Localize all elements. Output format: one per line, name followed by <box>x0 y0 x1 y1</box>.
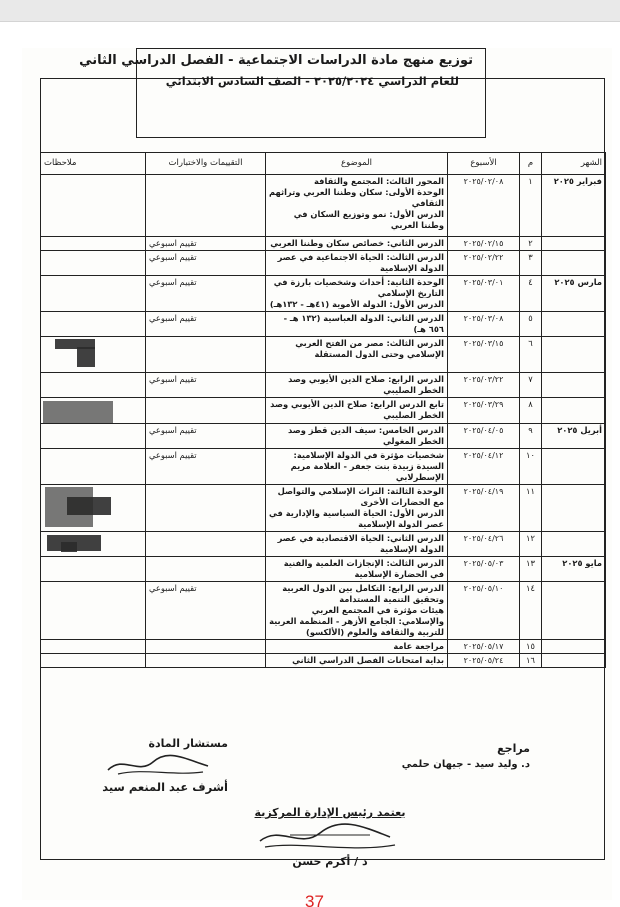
cell-topic <box>266 312 448 337</box>
cell-notes <box>41 276 146 312</box>
cell-topic <box>266 276 448 312</box>
table-row <box>41 424 606 449</box>
cell-month <box>542 582 606 640</box>
topic-line: المحور الثالث: المجتمع والثقافة <box>314 176 444 186</box>
header-week: الأسبوع <box>448 153 520 175</box>
cell-month: أبريل ٢٠٢٥ <box>542 424 606 449</box>
cell-num: ٢ <box>520 237 542 251</box>
cell-topic <box>266 337 448 373</box>
cell-num: ١٢ <box>520 532 542 557</box>
approval-block <box>220 806 440 868</box>
cell-num: ١٠ <box>520 449 542 485</box>
cell-month <box>542 449 606 485</box>
cell-week: ٢٠٢٥/٠٥/١٧ <box>448 640 520 654</box>
cell-notes <box>41 485 146 532</box>
redacted-mark <box>67 497 111 515</box>
cell-month <box>542 251 606 276</box>
cell-notes <box>41 424 146 449</box>
cell-topic <box>266 582 448 640</box>
topic-line: الدرس الثاني: الدولة العباسية (١٣٢ هـ - ٦٥٦ هـ) <box>283 313 444 334</box>
cell-evaluation <box>146 398 266 424</box>
cell-week: ٢٠٢٥/٠٢/٠٨ <box>448 175 520 237</box>
cell-num: ٧ <box>520 373 542 398</box>
cell-topic <box>266 557 448 582</box>
table-row <box>41 485 606 532</box>
cell-month <box>542 237 606 251</box>
cell-evaluation <box>146 640 266 654</box>
topic-line: الدرس الأول: الدولة الأموية (٤١هـ - ١٣٢هـ) <box>269 299 444 309</box>
cell-notes <box>41 373 146 398</box>
cell-topic <box>266 175 448 237</box>
cell-week: ٢٠٢٥/٠٤/١٩ <box>448 485 520 532</box>
table-row <box>41 373 606 398</box>
cell-week: ٢٠٢٥/٠٢/١٥ <box>448 237 520 251</box>
page-number: 37 <box>305 892 324 907</box>
topic-line: الوحدة الثالثة: التراث الإسلامي والتواصل مع الحضارات الأخرى <box>277 486 444 507</box>
cell-week: ٢٠٢٥/٠٥/٠٣ <box>448 557 520 582</box>
cell-num: ٤ <box>520 276 542 312</box>
cell-evaluation <box>146 557 266 582</box>
redacted-mark <box>77 347 95 367</box>
cell-notes <box>41 532 146 557</box>
cell-evaluation: تقييم اسبوعي <box>146 237 266 251</box>
cell-evaluation <box>146 337 266 373</box>
header-month: الشهر <box>542 153 606 175</box>
cell-topic <box>266 251 448 276</box>
cell-week: ٢٠٢٥/٠٤/٠٥ <box>448 424 520 449</box>
redacted-mark <box>43 401 113 423</box>
cell-notes <box>41 654 146 668</box>
topic-line: تابع الدرس الرابع: صلاح الدين الأيوبي وصد الخطر الصليبي <box>270 399 444 420</box>
cell-week: ٢٠٢٥/٠٣/١٥ <box>448 337 520 373</box>
cell-month <box>542 532 606 557</box>
cell-topic <box>266 485 448 532</box>
table-row <box>41 557 606 582</box>
cell-week: ٢٠٢٥/٠٢/٢٢ <box>448 251 520 276</box>
cell-notes <box>41 337 146 373</box>
advisor-name: أشرف عبد المنعم سيد <box>102 780 228 794</box>
cell-evaluation: تقييم اسبوعي <box>146 424 266 449</box>
cell-topic <box>266 449 448 485</box>
table-row <box>41 582 606 640</box>
cell-week: ٢٠٢٥/٠٥/٢٤ <box>448 654 520 668</box>
approval-signature <box>220 819 440 855</box>
approval-title: يعتمد رئيس الإدارة المركزية <box>254 806 406 819</box>
cell-num: ٣ <box>520 251 542 276</box>
cell-month <box>542 640 606 654</box>
redacted-mark <box>61 542 77 552</box>
cell-month <box>542 337 606 373</box>
table-row <box>41 276 606 312</box>
references-names: د. وليد سيد - جيهان حلمي <box>401 759 530 770</box>
cell-evaluation: تقييم اسبوعي <box>146 449 266 485</box>
cell-num: ٥ <box>520 312 542 337</box>
subject-advisor <box>88 737 228 794</box>
header-num: م <box>520 153 542 175</box>
cell-month: مارس ٢٠٢٥ <box>542 276 606 312</box>
cell-num: ١٦ <box>520 654 542 668</box>
topic-line: الدرس الأول: الحياة السياسية والإدارية في عصر الدولة الإسلامية <box>269 508 444 529</box>
references-title: مراجع <box>497 742 530 755</box>
topic-line: الدرس الأول: نمو وتوزيع السكان في وطننا العربي <box>293 209 444 230</box>
cell-evaluation: تقييم اسبوعي <box>146 582 266 640</box>
topic-line: شخصيات مؤثرة في الدولة الإسلامية: السيدة زبيدة بنت جعفر - العلامة مريم الإسطرلابي <box>290 450 444 482</box>
topic-line: الوحدة الأولى: سكان وطننا العربي وتراثهم الثقافي <box>268 187 444 208</box>
header-notes: ملاحظات <box>41 153 146 175</box>
topic-line: الدرس الرابع: صلاح الدين الأيوبي وصد الخطر الصليبي <box>288 374 444 395</box>
cell-num: ١١ <box>520 485 542 532</box>
cell-topic <box>266 237 448 251</box>
cell-notes <box>41 640 146 654</box>
header-topic: الموضوع <box>266 153 448 175</box>
cell-notes <box>41 398 146 424</box>
cell-notes <box>41 237 146 251</box>
cell-topic <box>266 373 448 398</box>
cell-evaluation <box>146 532 266 557</box>
cell-week: ٢٠٢٥/٠٤/١٢ <box>448 449 520 485</box>
cell-evaluation <box>146 485 266 532</box>
cell-num: ٦ <box>520 337 542 373</box>
cell-notes <box>41 312 146 337</box>
cell-evaluation: تقييم اسبوعي <box>146 251 266 276</box>
cell-evaluation <box>146 175 266 237</box>
table-header-row <box>41 153 606 175</box>
cell-week: ٢٠٢٥/٠٣/٠٨ <box>448 312 520 337</box>
table-row <box>41 237 606 251</box>
cell-week: ٢٠٢٥/٠٥/١٠ <box>448 582 520 640</box>
topic-line: الدرس الخامس: سيف الدين قطز وصد الخطر المغولي <box>287 425 444 446</box>
header-evaluation: التقييمات والاختبارات <box>146 153 266 175</box>
topic-line: بداية امتحانات الفصل الدراسي الثاني <box>292 655 444 665</box>
cell-num: ١٥ <box>520 640 542 654</box>
advisor-title: مستشار المادة <box>148 737 228 750</box>
table-row <box>41 175 606 237</box>
approval-name: د / أكرم حسن <box>292 855 368 868</box>
table-row <box>41 251 606 276</box>
topic-line: الدرس الثاني: الحياة الاقتصادية في عصر الدولة الإسلامية <box>277 533 444 554</box>
table-row <box>41 312 606 337</box>
cell-num: ٨ <box>520 398 542 424</box>
cell-week: ٢٠٢٥/٠٣/٠١ <box>448 276 520 312</box>
cell-topic <box>266 654 448 668</box>
cell-month <box>542 312 606 337</box>
document-title: توزيع منهج مادة الدراسات الاجتماعية - الفصل الدراسي الثاني <box>79 53 473 68</box>
topic-line: الوحدة الثانية: أحداث وشخصيات بارزة في التاريخ الإسلامي <box>273 277 444 298</box>
topic-line: هيئات مؤثرة في المجتمع العربي والإسلامي: الجامع الأزهر - المنظمة العربية للتربية والثقافة والعلوم (الألكسو) <box>269 605 444 637</box>
cell-month <box>542 398 606 424</box>
cell-num: ١٣ <box>520 557 542 582</box>
cell-notes <box>41 449 146 485</box>
topic-line: الدرس الثاني: خصائص سكان وطننا العربي <box>270 238 444 248</box>
topic-line: الدرس الثالث: الحياة الاجتماعية في عصر الدولة الإسلامية <box>277 252 444 273</box>
cell-evaluation: تقييم اسبوعي <box>146 373 266 398</box>
cell-topic <box>266 398 448 424</box>
topic-line: الدرس الثالث: الإنجازات العلمية والفنية في الحضارة الإسلامية <box>283 558 444 579</box>
cell-month <box>542 485 606 532</box>
cell-topic <box>266 640 448 654</box>
cell-week: ٢٠٢٥/٠٣/٢٢ <box>448 373 520 398</box>
cell-month <box>542 654 606 668</box>
cell-month: مايو ٢٠٢٥ <box>542 557 606 582</box>
document-subtitle: للعام الدراسي ٢٠٢٥/٢٠٢٤ - الصف السادس الابتدائي <box>165 74 459 88</box>
cell-week: ٢٠٢٥/٠٤/٢٦ <box>448 532 520 557</box>
table-row <box>41 532 606 557</box>
advisor-signature <box>88 750 228 780</box>
topic-line: الدرس الثالث: مصر من الفتح العربي الإسلامي وحتى الدول المستقلة <box>295 338 444 359</box>
cell-notes <box>41 582 146 640</box>
table-row <box>41 654 606 668</box>
table-row <box>41 337 606 373</box>
cell-topic <box>266 424 448 449</box>
title-box <box>79 48 486 138</box>
cell-evaluation: تقييم اسبوعي <box>146 312 266 337</box>
table-row <box>41 398 606 424</box>
cell-month: فبراير ٢٠٢٥ <box>542 175 606 237</box>
cell-notes <box>41 251 146 276</box>
cell-num: ٩ <box>520 424 542 449</box>
cell-notes <box>41 557 146 582</box>
cell-num: ١٤ <box>520 582 542 640</box>
table-row <box>41 449 606 485</box>
schedule-table <box>40 152 606 668</box>
cell-topic <box>266 532 448 557</box>
cell-evaluation <box>146 654 266 668</box>
cell-evaluation: تقييم اسبوعي <box>146 276 266 312</box>
cell-notes <box>41 175 146 237</box>
topic-line: الدرس الرابع: التكامل بين الدول العربية وتحقيق التنمية المستدامة <box>282 583 444 604</box>
cell-month <box>542 373 606 398</box>
references <box>300 742 530 770</box>
cell-week: ٢٠٢٥/٠٣/٢٩ <box>448 398 520 424</box>
viewer-top-bar <box>0 0 620 22</box>
topic-line: مراجعة عامة <box>393 641 444 651</box>
table-row <box>41 640 606 654</box>
cell-num: ١ <box>520 175 542 237</box>
